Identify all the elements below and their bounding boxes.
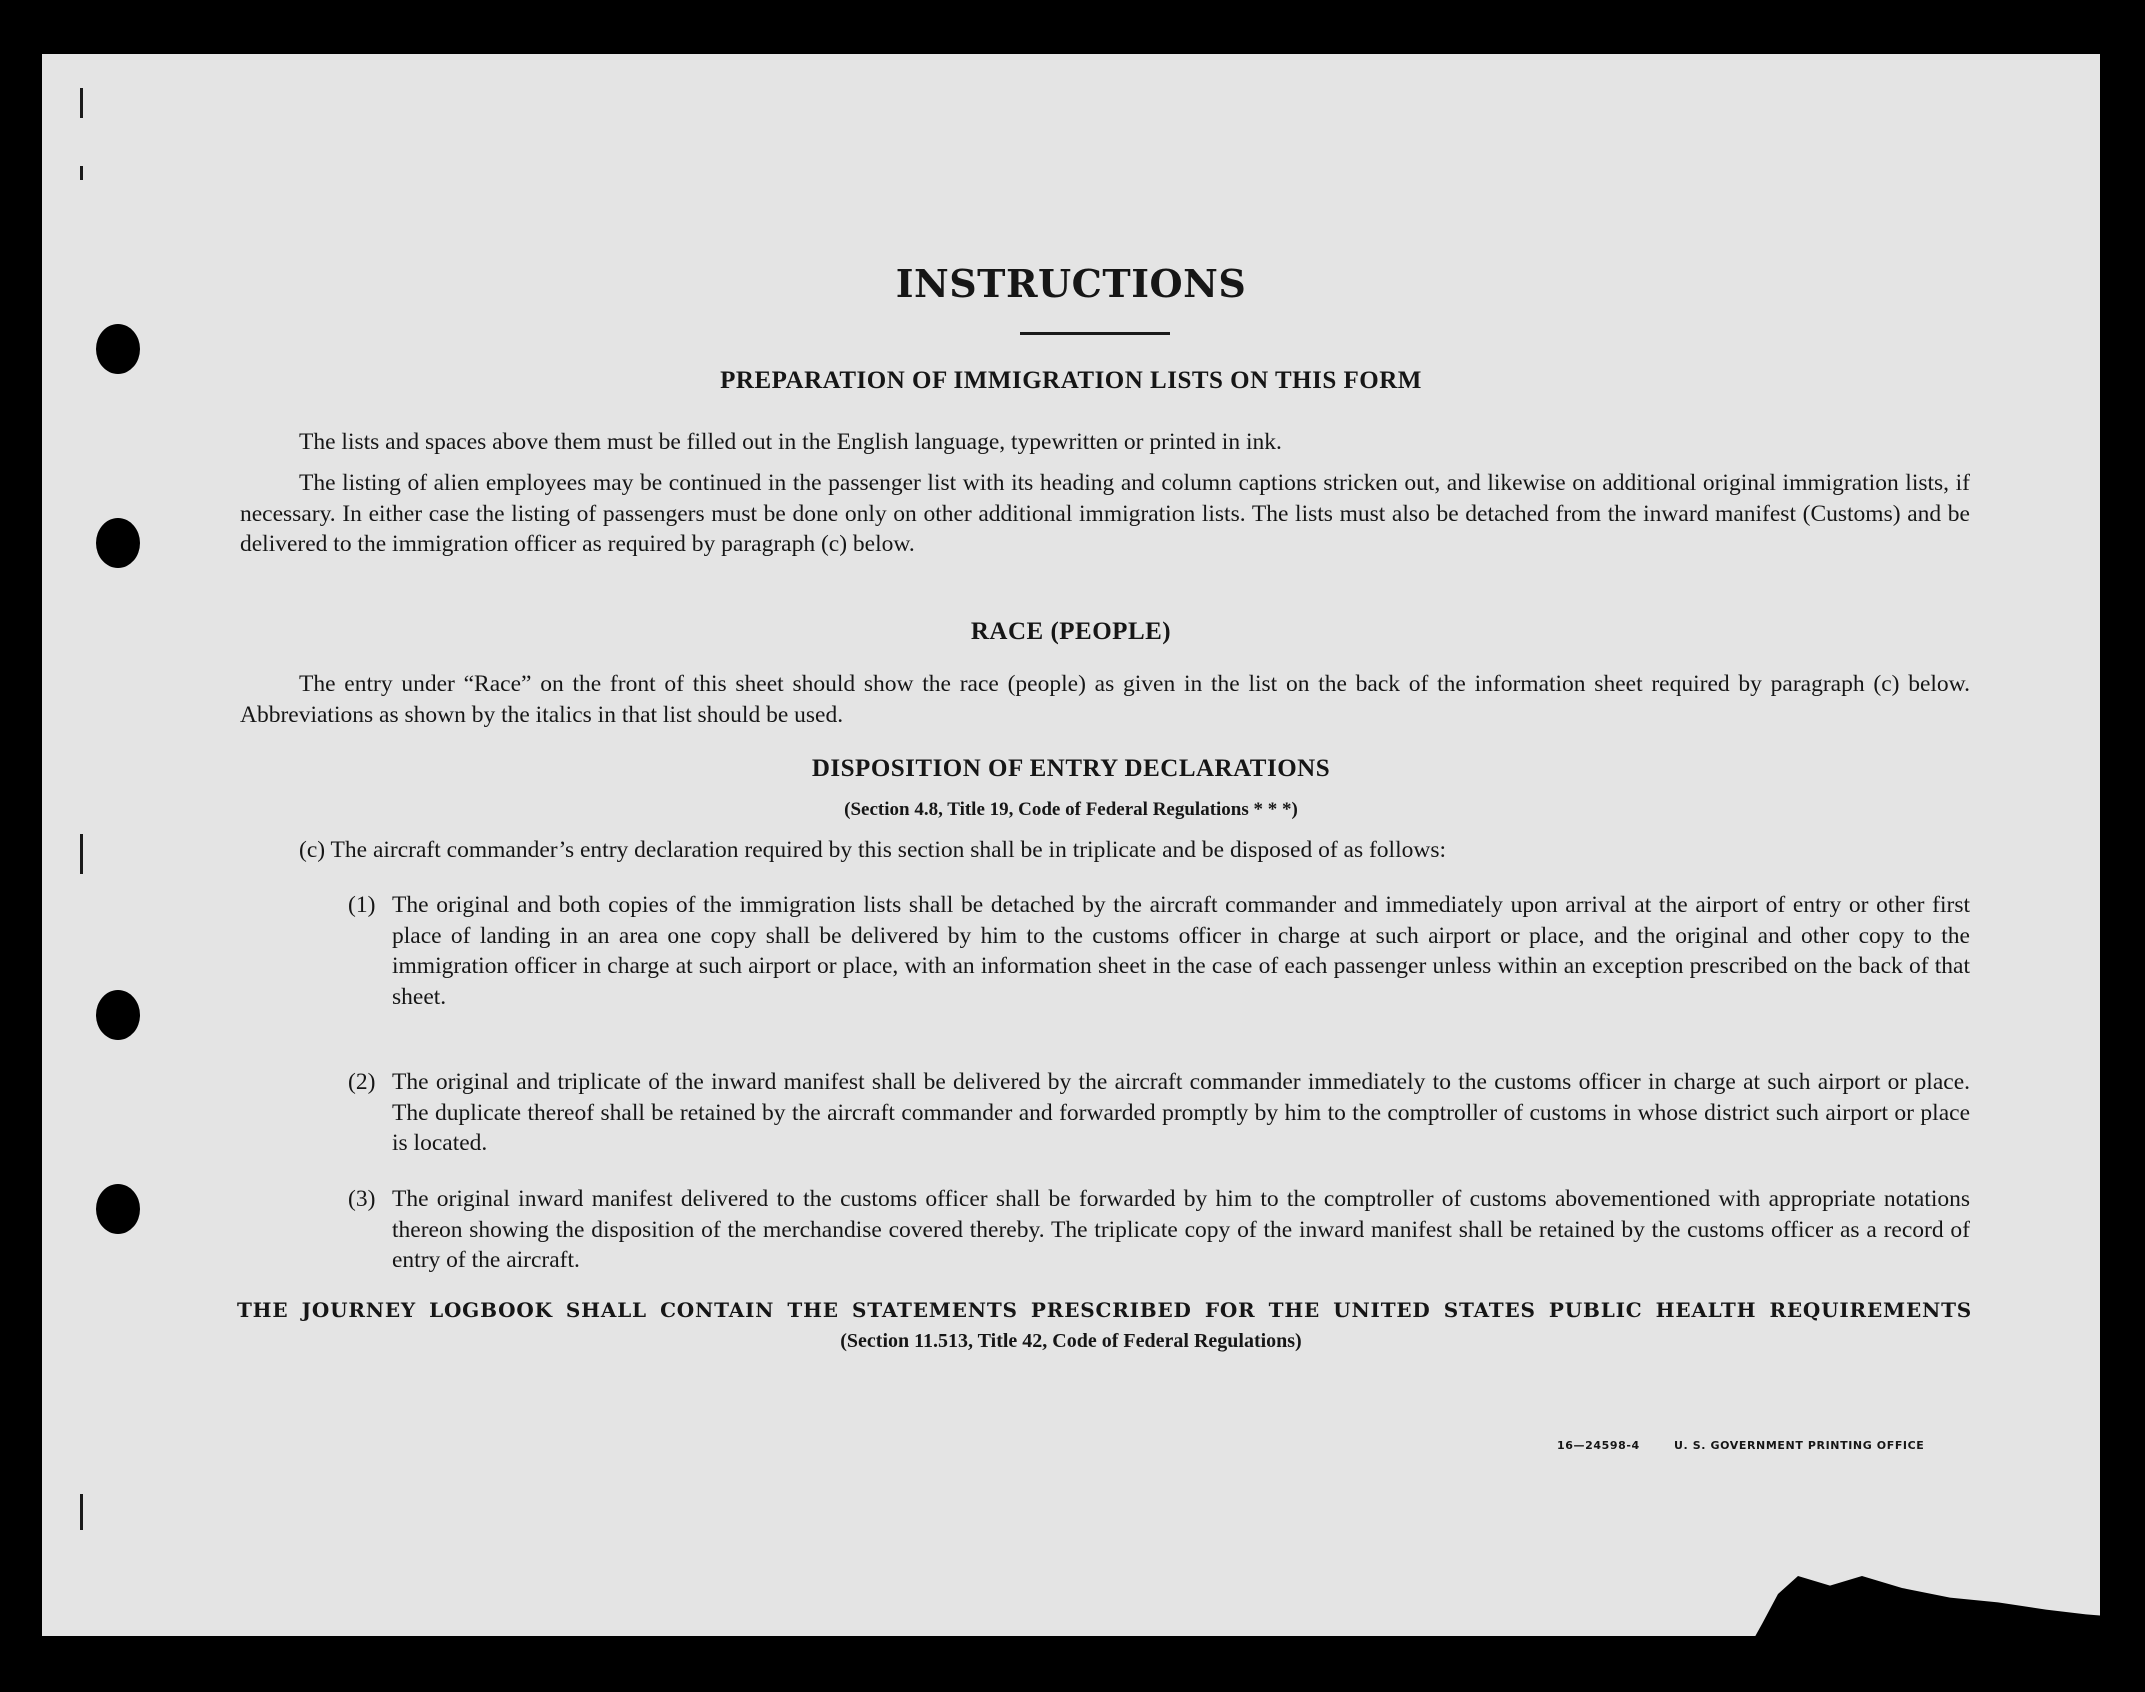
list-item xyxy=(348,1067,1970,1159)
hole-punch xyxy=(96,1184,140,1234)
edge-mark xyxy=(80,834,83,874)
list-item-number: (2) xyxy=(348,1069,376,1095)
torn-corner xyxy=(1742,1540,2100,1636)
paragraph: The entry under “Race” on the front of this sheet should show the race (people) as given in the list on the back of the information sheet required by paragraph (c) below. Abbreviations as shown by the italics in that list should be used. xyxy=(240,671,1970,728)
list-item xyxy=(348,1184,1970,1276)
page-title: INSTRUCTIONS xyxy=(895,261,1247,306)
list-item xyxy=(348,890,1970,1012)
edge-mark xyxy=(80,1494,83,1530)
list-item-number: (3) xyxy=(348,1186,376,1212)
section-heading-race: RACE (PEOPLE) xyxy=(970,618,1172,645)
edge-mark xyxy=(80,88,83,118)
section-heading-immigration-lists: PREPARATION OF IMMIGRATION LISTS ON THIS FORM xyxy=(720,367,1422,394)
paragraph-label: (c) xyxy=(299,837,326,863)
list-item-text: The original and both copies of the immigration lists shall be detached by the aircraft commander and immediately upon arrival at the airport of entry or other first place of landing in an area one copy shall be delivered by him to the customs officer in charge at such airport or place, and the original and other copy to the immigration officer in charge at such airport or place, with an information sheet in the case of each passenger unless within an exception prescribed on the back of that sheet. xyxy=(392,892,1970,1010)
edge-mark xyxy=(80,166,83,180)
list-item-number: (1) xyxy=(348,892,376,918)
regulation-citation: (Section 4.8, Title 19, Code of Federal Regulations * * *) xyxy=(844,799,1298,820)
paragraph: The lists and spaces above them must be filled out in the English language, typewritten or printed in ink. xyxy=(299,429,1282,455)
section-heading-disposition: DISPOSITION OF ENTRY DECLARATIONS xyxy=(811,755,1331,782)
paragraph-c xyxy=(299,835,1970,866)
hole-punch xyxy=(96,518,140,568)
paragraph-text: The aircraft commander’s entry declaration required by this section shall be in triplicate and be disposed of as follows: xyxy=(330,837,1447,863)
list-item-text: The original and triplicate of the inward manifest shall be delivered by the aircraft commander immediately to the customs officer in charge at such airport or place. The duplicate thereof shall be retained by the aircraft commander and forwarded promptly by him to the comptroller of customs in whose district such airport or place is located. xyxy=(392,1069,1970,1156)
document-page xyxy=(42,54,2100,1636)
form-number: 16—24598-4 xyxy=(1557,1439,1640,1452)
paragraph: The listing of alien employees may be continued in the passenger list with its heading and column captions stricken out, and likewise on additional original immigration lists, if necessary. In either case the listing of passengers must be done only on other additional immigration lists. The lists must also be detached from the inward manifest (Customs) and be delivered to the immigration officer as required by paragraph (c) below. xyxy=(240,470,1970,557)
logbook-citation: (Section 11.513, Title 42, Code of Federal Regulations) xyxy=(840,1330,1302,1352)
title-underline xyxy=(1020,332,1170,335)
logbook-statement: THE JOURNEY LOGBOOK SHALL CONTAIN THE STATEMENTS PRESCRIBED FOR THE UNITED STATES PUBLIC HEALTH REQUIREMENTS xyxy=(237,1298,1972,1322)
hole-punch xyxy=(96,990,140,1040)
printer-imprint: U. S. GOVERNMENT PRINTING OFFICE xyxy=(1674,1439,1925,1452)
list-item-text: The original inward manifest delivered to the customs officer shall be forwarded by him to the comptroller of customs abovementioned with appropriate notations thereon showing the disposition of the merchandise covered thereby. The triplicate copy of the inward manifest shall be retained by the customs officer as a record of entry of the aircraft. xyxy=(392,1186,1970,1273)
